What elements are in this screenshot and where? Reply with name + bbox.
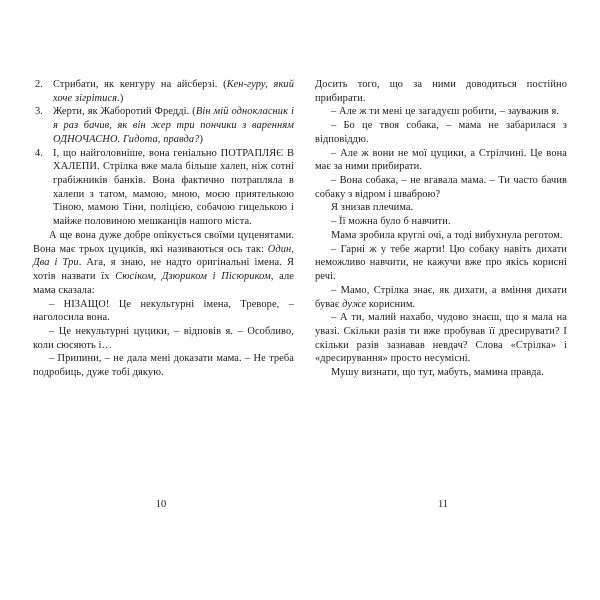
paragraph-cleanup [315, 78, 567, 105]
list-item [33, 78, 294, 105]
text-run: Мушу визнати, що тут, мабуть, мамина правда. [331, 367, 544, 379]
text-run: – Це некультурні цуцики, – відповів я. – Особливо, коли сюсяють і… [33, 325, 294, 351]
paragraph-round-eyes [315, 229, 567, 243]
list-item-marker: 2. [35, 79, 44, 90]
text-run: – НІЗАЩО! Це некультурні імена, Треворе, – наголосила вона. [33, 298, 294, 324]
list-item-text-plain: Жерти, як Жаборотий Фредді. ( [53, 106, 196, 118]
page-right-body [315, 78, 567, 380]
paragraph-could-teach [315, 215, 567, 229]
text-run: – Бо це твоя собака, – мама не забарилася з відповіддю. [315, 120, 567, 145]
text-run-italic: дуже [342, 298, 367, 310]
paragraph-shrug [315, 201, 567, 215]
list-item-text-italic: Кен-гуру, який хоче зігрітися. [53, 79, 295, 104]
text-run: Я знизав плечима. [331, 202, 414, 214]
paragraph-puppies [33, 229, 294, 298]
text-run: – Вона собака, – не вгавала мама. – Ти часто бачив собаку з відром і шваброю? [315, 175, 567, 200]
list-item-text-plain-tail: ) [199, 133, 204, 145]
paragraph-boy-objection [315, 105, 567, 119]
list-item-text-italic: Він мій однокласник і я раз бачив, як він жер три пончики з варенням ОДНОЧАСНО. Гидота, правда? [53, 106, 295, 145]
text-run: – Припини, – не дала мені доказати мама. – Не треба подробиць, дуже тобі дякую. [33, 353, 294, 379]
paragraph-cheeky [315, 311, 567, 366]
paragraph-your-dog [315, 119, 567, 146]
text-run: , але мама сказала: [33, 271, 294, 296]
text-run: – Але ж вони не мої цуцики, а Стрілчині. Це вона має за ними прибирати. [315, 147, 567, 173]
page-number-row [0, 498, 600, 518]
paragraph-good-jokes [315, 243, 567, 284]
paragraph-she-is-a-dog [315, 174, 567, 201]
text-run: А ще вона дуже добре опікується своїми цуценятами. Вона має трьох цуциків, які називаються ось так: [33, 229, 294, 255]
paragraph-breathing [315, 284, 567, 311]
text-run: – Мамо, Стрілка знає, як дихати, а вміння дихати буває [315, 284, 567, 310]
page-left [0, 0, 300, 380]
text-run: – А ти, малий нахабо, чудово знаєш, що я мала на увазі. Скільки разів ти вже пробував її дресирувати? І скільки разів зазнавав невдач? Слова «Стрілка» і «дресирування» просто несумісні. [315, 312, 567, 365]
paragraph-not-mine [315, 147, 567, 174]
list-item [33, 105, 294, 146]
text-run: – Її можна було б навчити. [331, 216, 451, 228]
page-number-left: 10 [155, 499, 167, 510]
text-run: Досить того, що за ними доводиться постійно прибирати. [315, 79, 567, 104]
list-item [33, 147, 294, 229]
page-number-right: 11 [437, 499, 449, 510]
paragraph-stop [33, 352, 294, 379]
page-left-body [33, 78, 294, 380]
text-run: корисним. [366, 298, 416, 310]
text-run-italic: Сюсіком, Дзюриком і Пісюриком [115, 271, 271, 283]
text-run: Мама зробила круглі очі, а тоді вибухнула реготом. [331, 229, 563, 241]
page-right [300, 0, 600, 380]
paragraph-mother-reply [33, 298, 294, 325]
text-run-italic: Один, Два і Три [33, 243, 294, 269]
list-item-marker: 4. [35, 147, 44, 159]
numbered-list [33, 78, 294, 229]
text-run: – Але ж ти мені це загадуєш робити, – зауважив я. [331, 106, 560, 118]
paragraph-admit [315, 366, 567, 380]
list-item-marker: 3. [35, 106, 44, 118]
text-run: . Ага, я знаю, не надто оригінальні імена. Я хотів назвати їх [33, 257, 294, 283]
list-item-text-plain: Стрибати, як кенгуру на айсберзі. ( [53, 79, 227, 90]
list-item-text-plain: І, що найголовніше, вона геніально ПОТРАПЛЯЄ В ХАЛЕПИ. Стрілка вже мала більше халеп, ніж сотні грабіжників банків. Вона фактично потрапляла в халепи з татом, мамою, мною, моєю приятелькою Тіною, мамою Тіни, поліцією, собачою гицелькою і майже половиною мешканців нашого міста. [53, 147, 294, 228]
text-run: – Гарні ж у тебе жарти! Цю собаку навіть дихати неможливо навчити, не кажучи вже про якісь корисні речі. [315, 243, 567, 283]
paragraph-boy-reply [33, 325, 294, 352]
list-item-text-plain-tail: ) [119, 92, 124, 104]
